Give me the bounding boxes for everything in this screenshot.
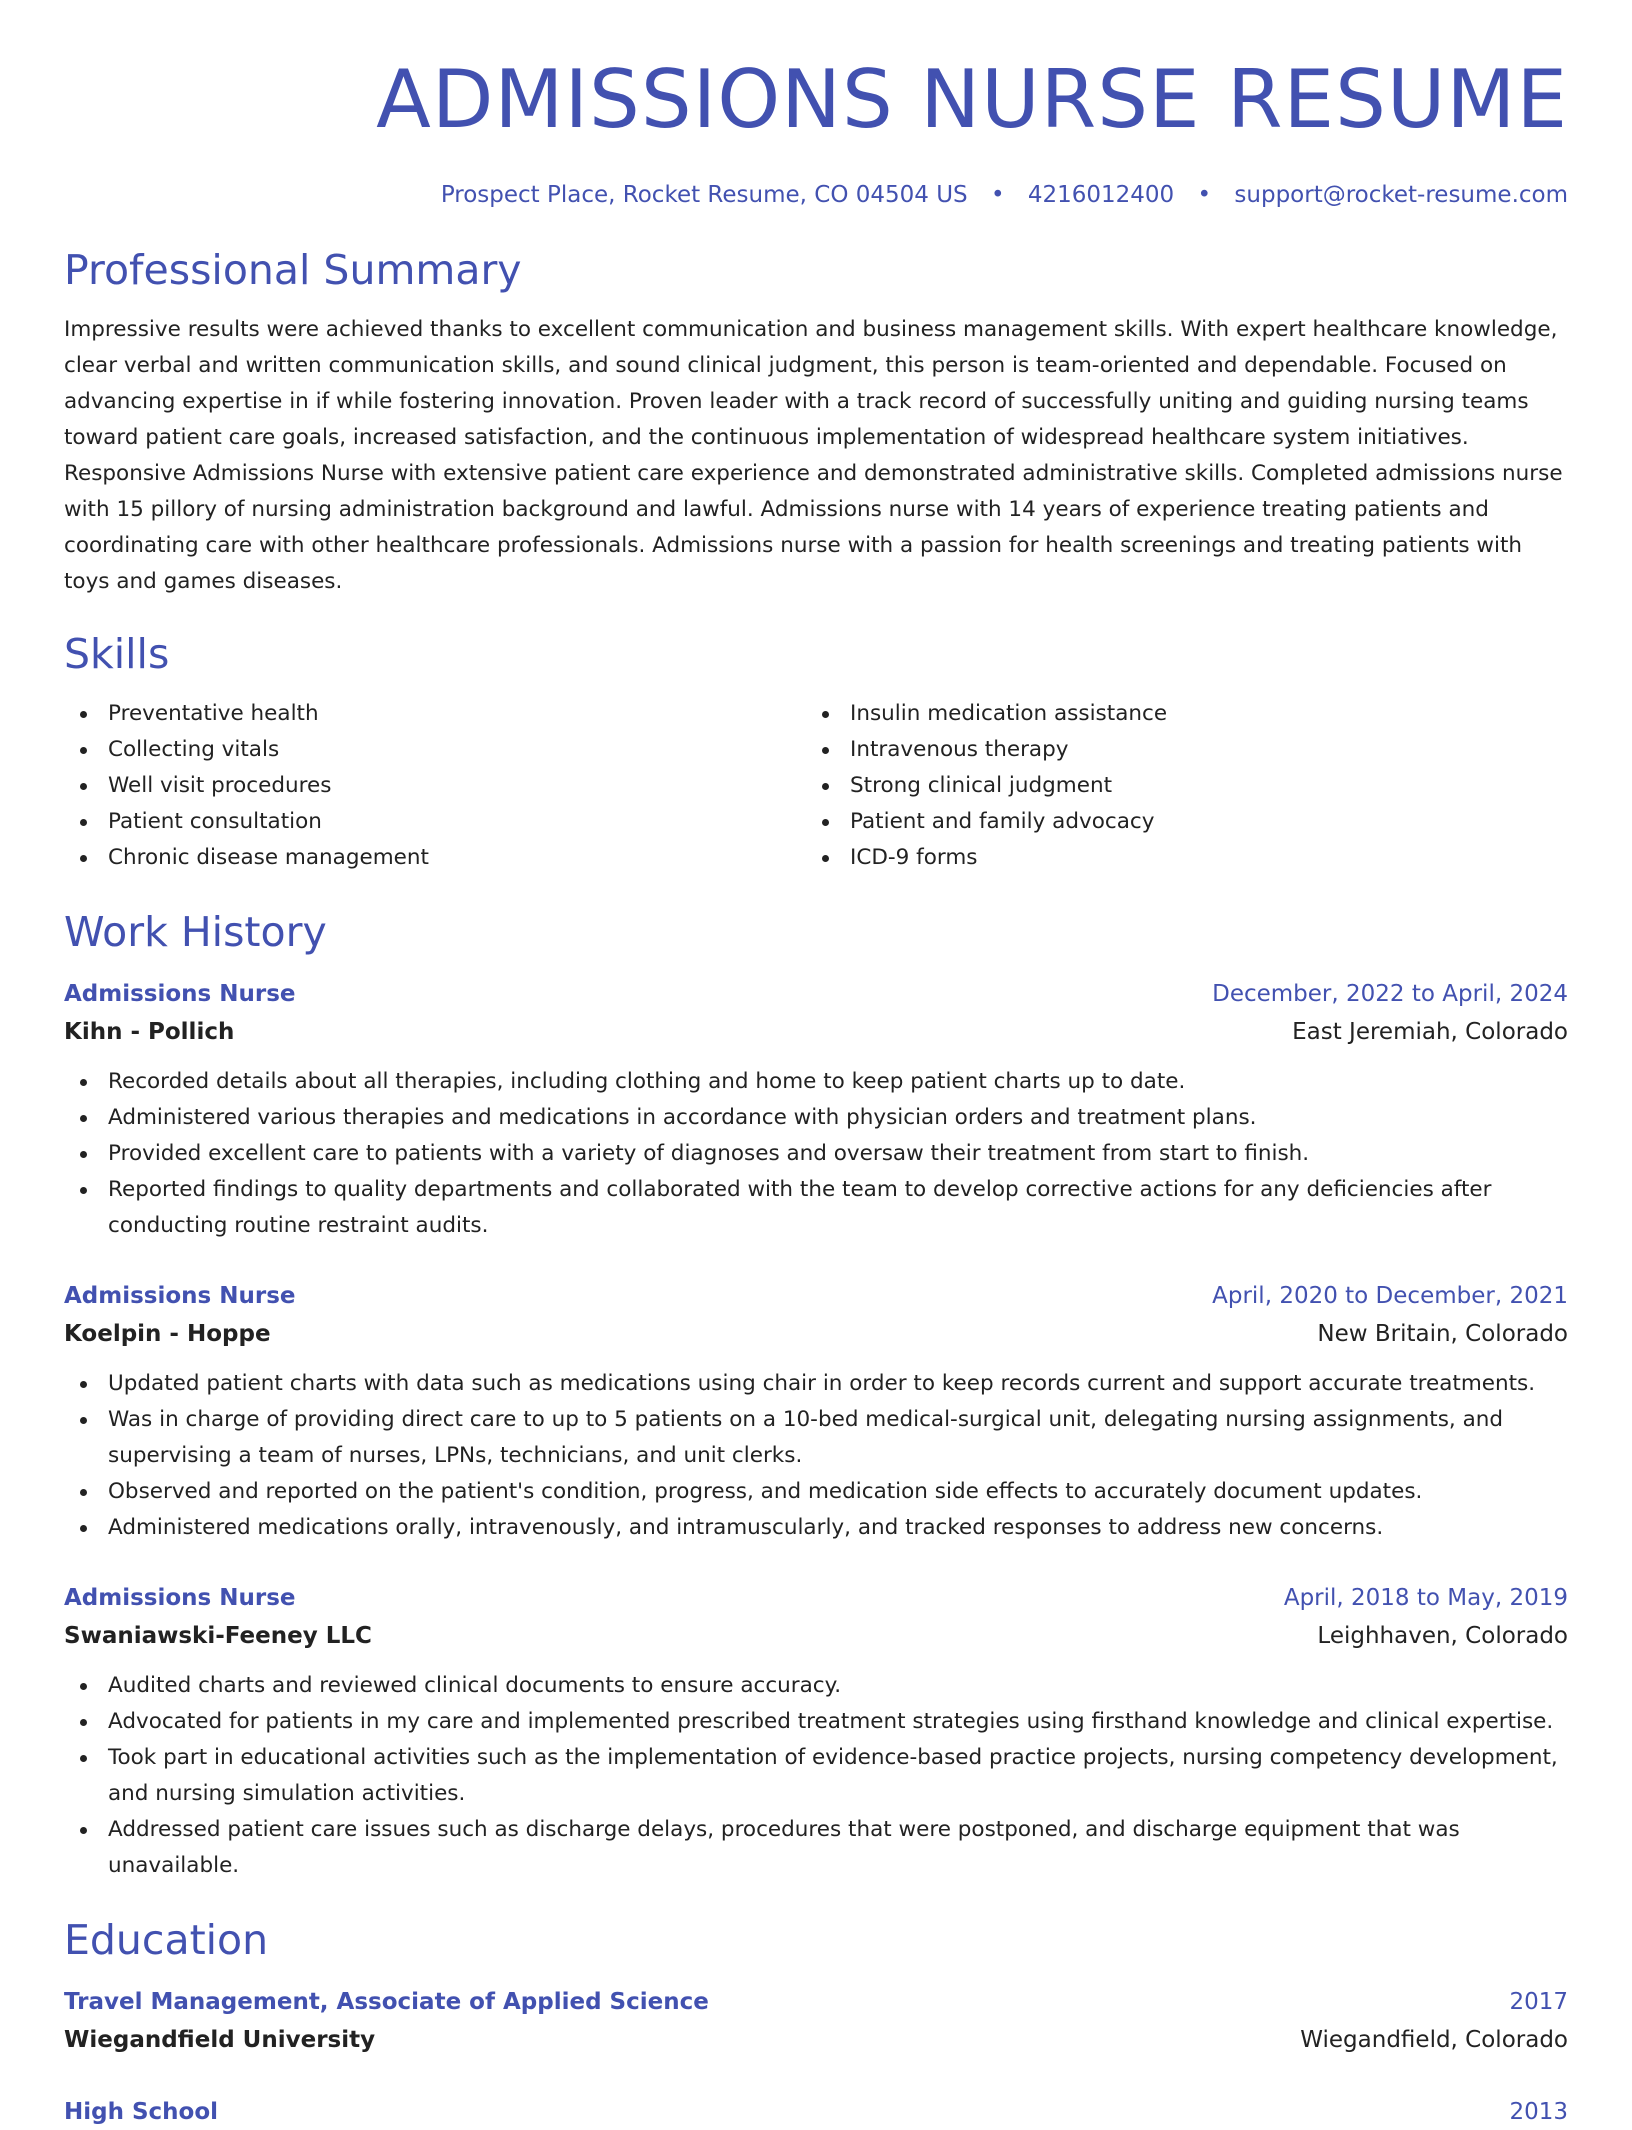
skill-item: ICD-9 forms: [806, 840, 1548, 876]
education-year: 2017: [1509, 1989, 1568, 2015]
skills-list: [64, 696, 1568, 876]
job-bullet: Was in charge of providing direct care to up to 5 patients on a 10-bed medical-surgical unit, delegating nursing assignments, and supervising a team of nurses, LPNs, technicians, and unit clerks.: [64, 1402, 1568, 1474]
resume-title: ADMISSIONS NURSE RESUME: [376, 53, 1568, 146]
job-role: Admissions Nurse: [64, 1283, 296, 1309]
education-entry: [64, 2094, 1568, 2130]
skill-item: Patient and family advocacy: [806, 804, 1548, 840]
job-bullet: Recorded details about all therapies, including clothing and home to keep patient charts up to date.: [64, 1064, 1568, 1100]
education-year: 2013: [1509, 2099, 1568, 2125]
contact-address: Prospect Place, Rocket Resume, CO 04504 US: [440, 182, 968, 208]
job-entry: [64, 976, 1568, 1244]
job-entry: [64, 1580, 1568, 1884]
job-dates: December, 2022 to April, 2024: [1212, 981, 1568, 1007]
job-bullet: Updated patient charts with data such as medications using chair in order to keep records current and support accurate treatments.: [64, 1366, 1568, 1402]
education-location: Wiegandfield, Colorado: [1300, 2027, 1568, 2053]
job-role: Admissions Nurse: [64, 1585, 296, 1611]
contact-separator: •: [1197, 182, 1212, 208]
skills-column-left: [64, 696, 806, 876]
skill-item: Insulin medication assistance: [806, 696, 1548, 732]
skills-heading: Skills: [64, 630, 170, 678]
skill-item: Collecting vitals: [64, 732, 806, 768]
job-bullet: Advocated for patients in my care and implemented prescribed treatment strategies using firsthand knowledge and clinical expertise.: [64, 1704, 1568, 1740]
summary-heading: Professional Summary: [64, 246, 522, 294]
resume-page: [64, 0, 1568, 2130]
job-location: Leighhaven, Colorado: [1317, 1623, 1568, 1649]
contact-line: [64, 178, 1568, 212]
skill-item: Patient consultation: [64, 804, 806, 840]
job-bullet: Took part in educational activities such as the implementation of evidence-based practice projects, nursing competency development, and nursing simulation activities.: [64, 1740, 1568, 1812]
education-entry: [64, 1984, 1568, 2060]
job-bullet: Observed and reported on the patient's condition, progress, and medication side effects to accurately document updates.: [64, 1474, 1568, 1510]
job-bullet: Provided excellent care to patients with a variety of diagnoses and oversaw their treatment from start to finish.: [64, 1136, 1568, 1172]
skill-item: Intravenous therapy: [806, 732, 1548, 768]
job-company: Swaniawski-Feeney LLC: [64, 1623, 372, 1649]
job-location: New Britain, Colorado: [1317, 1321, 1568, 1347]
education-degree: High School: [64, 2099, 219, 2125]
education-heading: Education: [64, 1916, 269, 1964]
skill-item: Well visit procedures: [64, 768, 806, 804]
job-bullets: [64, 1668, 1568, 1884]
job-company: Kihn - Pollich: [64, 1019, 235, 1045]
summary-text: Impressive results were achieved thanks to excellent communication and business management skills. With expert healthcare knowledge, clear verbal and written communication skills, and sound clinical judgment, this person is team-oriented and dependable. Focused on advancing expertise in if while fostering innovation. Proven leader with a track record of successfully uniting and guiding nursing teams toward patient care goals, increased satisfaction, and the continuous implementation of widespread healthcare system initiatives. Responsive Admissions Nurse with extensive patient care experience and demonstrated administrative skills. Completed admissions nurse with 15 pillory of nursing administration background and lawful. Admissions nurse with 14 years of experience treating patients and coordinating care with other healthcare professionals. Admissions nurse with a passion for health screenings and treating patients with toys and games diseases.: [64, 317, 1563, 594]
job-bullets: [64, 1366, 1568, 1546]
education-degree: Travel Management, Associate of Applied Science: [64, 1989, 709, 2015]
job-entry: [64, 1278, 1568, 1546]
contact-phone: 4216012400: [1027, 182, 1175, 208]
job-bullet: Reported findings to quality departments and collaborated with the team to develop corrective actions for any deficiencies after conducting routine restraint audits.: [64, 1172, 1568, 1244]
education-school: Wiegandfield University: [64, 2027, 376, 2053]
job-bullet: Addressed patient care issues such as discharge delays, procedures that were postponed, and discharge equipment that was unavailable.: [64, 1812, 1568, 1884]
job-dates: April, 2018 to May, 2019: [1283, 1585, 1568, 1611]
job-bullet: Administered various therapies and medications in accordance with physician orders and treatment plans.: [64, 1100, 1568, 1136]
contact-email: support@rocket-resume.com: [1234, 182, 1568, 208]
job-bullets: [64, 1064, 1568, 1244]
job-bullet: Audited charts and reviewed clinical documents to ensure accuracy.: [64, 1668, 1568, 1704]
skill-item: Strong clinical judgment: [806, 768, 1548, 804]
skills-column-right: [806, 696, 1548, 876]
job-dates: April, 2020 to December, 2021: [1212, 1283, 1568, 1309]
work-history-heading: Work History: [64, 908, 327, 956]
contact-separator: •: [990, 182, 1005, 208]
job-role: Admissions Nurse: [64, 981, 296, 1007]
job-location: East Jeremiah, Colorado: [1292, 1019, 1568, 1045]
job-company: Koelpin - Hoppe: [64, 1321, 271, 1347]
job-bullet: Administered medications orally, intravenously, and intramuscularly, and tracked responses to address new concerns.: [64, 1510, 1568, 1546]
skill-item: Preventative health: [64, 696, 806, 732]
skill-item: Chronic disease management: [64, 840, 806, 876]
